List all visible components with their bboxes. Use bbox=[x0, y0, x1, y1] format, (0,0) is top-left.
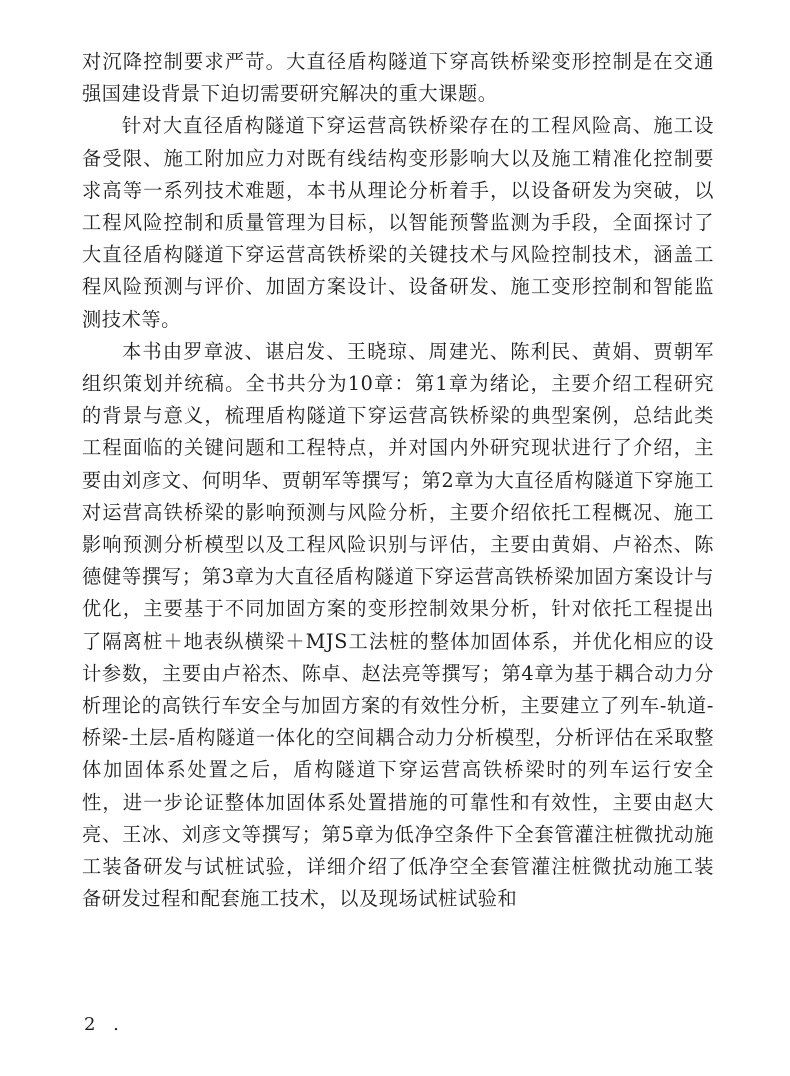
paragraph-continuation: 对沉降控制要求严苛。大直径盾构隧道下穿高铁桥梁变形控制是在交通强国建设背景下迫切需要研究解决的重大课题。 bbox=[82, 50, 714, 106]
paragraph-technical-challenges: 针对大直径盾构隧道下穿运营高铁桥梁存在的工程风险高、施工设备受限、施工附加应力对既有线结构变形影响大以及施工精准化控制要求高等一系列技术难题，本书从理论分析着手，以设备研发为突破，以工程风险控制和质量管理为目标，以智能预警监测为手段，全面探讨了大直径盾构隧道下穿运营高铁桥梁的关键技术与风险控制技术，涵盖工程风险预测与评价、加固方案设计、设备研发、施工变形控制和智能监测技术等。 bbox=[82, 114, 714, 331]
paragraph-book-structure: 本书由罗章波、谌启发、王晓琼、周建光、陈利民、黄娟、贾朝军组织策划并统稿。全书共分为10章：第1章为绪论，主要介绍工程研究的背景与意义，梳理盾构隧道下穿运营高铁桥梁的典型案例，总结此类工程面临的关键问题和工程特点，并对国内外研究现状进行了介绍，主要由刘彦文、何明华、贾朝军等撰写；第2章为大直径盾构隧道下穿施工对运营高铁桥梁的影响预测与风险分析，主要介绍依托工程概况、施工影响预测分析模型以及工程风险识别与评估，主要由黄娟、卢裕杰、陈德健等撰写；第3章为大直径盾构隧道下穿运营高铁桥梁加固方案设计与优化，主要基于不同加固方案的变形控制效果分析，针对依托工程提出了隔离桩＋地表纵横梁＋MJS工法桩的整体加固体系，并优化相应的设计参数，主要由卢裕杰、陈卓、赵法亮等撰写；第4章为基于耦合动力分析理论的高铁行车安全与加固方案的有效性分析，主要建立了列车-轨道-桥梁-土层-盾构隧道一体化的空间耦合动力分析模型，分析评估在采取整体加固体系处置之后，盾构隧道下穿运营高铁桥梁时的列车运行安全性，进一步论证整体加固体系处置措施的可靠性和有效性，主要由赵大亮、王冰、刘彦文等撰写；第5章为低净空条件下全套管灌注桩微扰动施工装备研发与试桩试验，详细介绍了低净空全套管灌注桩微扰动施工装备研发过程和配套施工技术，以及现场试桩试验和 bbox=[82, 339, 714, 911]
body-text bbox=[82, 46, 714, 915]
page-number: 2 . bbox=[84, 1014, 125, 1035]
